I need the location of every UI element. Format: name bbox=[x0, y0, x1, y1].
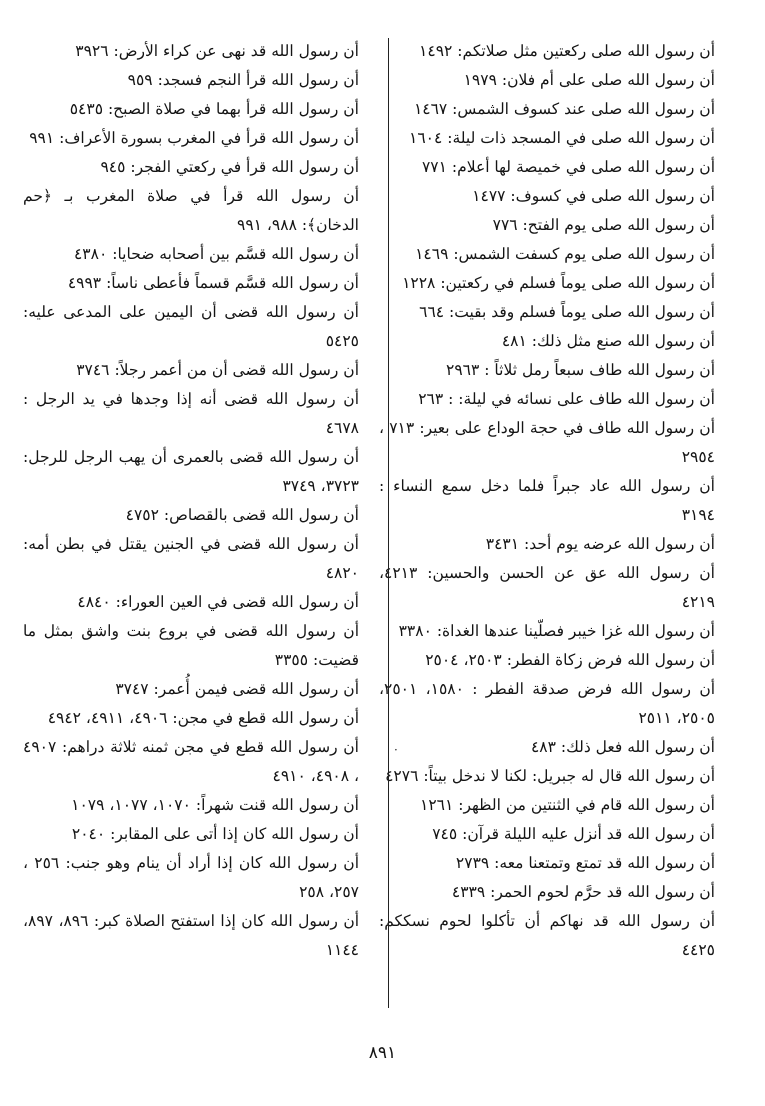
right-column bbox=[379, 37, 715, 965]
index-entry: أن رسول الله قرأ في ركعتي الفجر: ٩٤٥ bbox=[100, 158, 359, 176]
index-entry: أن رسول الله قضى في الجنين يقتل في بطن أمه: ٤٨٢٠ bbox=[23, 535, 359, 582]
index-entry: أن رسول الله عاد جبراً فلما دخل سمع النساء : ٣١٩٤ bbox=[379, 477, 715, 524]
index-entry: أن رسول الله كان إذا استفتح الصلاة كبر: ٨٩٦، ٨٩٧، ١١٤٤ bbox=[23, 912, 360, 959]
index-entry: أن رسول الله عق عن الحسن والحسين: ٤٢١٣، ٤٢١٩ bbox=[379, 564, 715, 611]
index-entry: أن رسول الله صلى يوماً فسلم في ركعتين: ١٢٢٨ bbox=[402, 274, 715, 292]
index-entry: أن رسول الله فرض زكاة الفطر: ٢٥٠٣، ٢٥٠٤ bbox=[425, 651, 715, 669]
index-entry: أن رسول الله قد حرَّم لحوم الحمر: ٤٣٣٩ bbox=[451, 883, 715, 901]
index-entry: أن رسول الله قضى أن اليمين على المدعى عليه: ٥٤٢٥ bbox=[23, 303, 359, 350]
index-entry: أن رسول الله قنت شهراً: ١٠٧٠، ١٠٧٧، ١٠٧٩ bbox=[71, 796, 359, 814]
index-entry: أن رسول الله قضى في العين العوراء: ٤٨٤٠ bbox=[77, 593, 359, 611]
index-entry: أن رسول الله قسَّم بين أصحابه ضحايا: ٤٣٨٠ bbox=[73, 245, 359, 263]
index-entry: أن رسول الله قرأ النجم فسجد: ٩٥٩ bbox=[127, 71, 359, 89]
index-entry: أن رسول الله صلى في خميصة لها أعلام: ٧٧١ bbox=[421, 158, 715, 176]
index-entry: أن رسول الله صلى عند كسوف الشمس: ١٤٦٧ bbox=[413, 100, 715, 118]
index-entry: أن رسول الله قام في الثنتين من الظهر: ١٢٦١ bbox=[420, 796, 715, 814]
index-entry: أن رسول الله قد نهاكم أن تأكلوا لحوم نسككم: ٤٤٢٥ bbox=[379, 912, 715, 959]
index-entry: أن رسول الله صلى ركعتين مثل صلاتكم: ١٤٩٢ bbox=[419, 42, 715, 60]
index-entry: أن رسول الله طاف سبعاً رمل ثلاثاً : ٢٩٦٣ bbox=[446, 361, 715, 379]
index-entry: أن رسول الله قضى أنه إذا وجدها في يد الرجل : ٤٦٧٨ bbox=[23, 390, 359, 437]
margin-dot: · bbox=[394, 743, 398, 757]
column-divider bbox=[388, 38, 389, 1008]
index-entry: أن رسول الله قضى في بروع بنت واشق بمثل ما قضيت: ٣٣٥٥ bbox=[23, 622, 359, 669]
index-entry: أن رسول الله صلى في المسجد ذات ليلة: ١٦٠٤ bbox=[409, 129, 715, 147]
index-entry: أن رسول الله قرأ بهما في صلاة الصبح: ٥٤٣٥ bbox=[69, 100, 359, 118]
index-entry: أن رسول الله قضى بالقصاص: ٤٧٥٢ bbox=[125, 506, 359, 524]
index-entry: أن رسول الله قد تمتع وتمتعنا معه: ٢٧٣٩ bbox=[455, 854, 715, 872]
index-entry: أن رسول الله طاف على نسائه في ليلة: : ٢٦٣ bbox=[418, 390, 715, 408]
index-entry: أن رسول الله قطع في مجن: ٤٩٠٦، ٤٩١١، ٤٩٤٢ bbox=[47, 709, 359, 727]
index-entry: أن رسول الله قد نهى عن كراء الأرض: ٣٩٢٦ bbox=[75, 42, 359, 60]
index-entry: أن رسول الله غزا خيبر فصلّينا عندها الغداة: ٣٣٨٠ bbox=[398, 622, 715, 640]
page-number: ٨٩١ bbox=[368, 1043, 397, 1063]
left-column bbox=[23, 37, 359, 965]
index-entry: أن رسول الله عرضه يوم أحد: ٣٤٣١ bbox=[485, 535, 715, 553]
index-entry: أن رسول الله صلى على أم فلان: ١٩٧٩ bbox=[463, 71, 715, 89]
index-entry: أن رسول الله قسَّم قسماً فأعطى ناساً: ٤٩٩٣ bbox=[67, 274, 359, 292]
index-entry: أن رسول الله كان إذا أتى على المقابر: ٢٠٤٠ bbox=[71, 825, 359, 843]
index-entry: أن رسول الله صنع مثل ذلك: ٤٨١ bbox=[501, 332, 715, 350]
index-entry: أن رسول الله صلى يوم كسفت الشمس: ١٤٦٩ bbox=[415, 245, 715, 263]
index-entry: أن رسول الله صلى يوماً فسلم وقد بقيت: ٦٦٤ bbox=[419, 303, 715, 321]
index-entry: أن رسول الله قضى فيمن أُعمر: ٣٧٤٧ bbox=[115, 680, 359, 698]
index-entry: أن رسول الله فعل ذلك: ٤٨٣ bbox=[530, 738, 715, 756]
index-entry: أن رسول الله صلى في كسوف: ١٤٧٧ bbox=[472, 187, 715, 205]
index-entry: أن رسول الله قضى أن من أعمر رجلاً: ٣٧٤٦ bbox=[76, 361, 359, 379]
index-entry: أن رسول الله قرأ في صلاة المغرب بـ ﴿حم الدخان﴾: ٩٨٨، ٩٩١ bbox=[23, 187, 359, 234]
index-entry: أن رسول الله قضى بالعمرى أن يهب الرجل للرجل: ٣٧٢٣، ٣٧٤٩ bbox=[23, 448, 359, 495]
index-entry: أن رسول الله قطع في مجن ثمنه ثلاثة دراهم: ٤٩٠٧ ، ٤٩٠٨، ٤٩١٠ bbox=[23, 738, 359, 785]
index-entry: أن رسول الله طاف في حجة الوداع على بعير: ٧١٣ ، ٢٩٥٤ bbox=[379, 419, 715, 466]
index-entry: أن رسول الله قرأ في المغرب بسورة الأعراف: ٩٩١ bbox=[29, 129, 359, 147]
index-entry: أن رسول الله قد أنزل عليه الليلة قرآن: ٧٤٥ bbox=[432, 825, 715, 843]
index-entry: أن رسول الله قال له جبريل: لكنا لا ندخل بيتاً: ٤٢٧٦ bbox=[385, 767, 715, 785]
index-entry: أن رسول الله فرض صدقة الفطر : ١٥٨٠، ٢٥٠١، ٢٥٠٥، ٢٥١١ bbox=[379, 680, 716, 727]
index-entry: أن رسول الله صلى يوم الفتح: ٧٧٦ bbox=[492, 216, 715, 234]
index-entry: أن رسول الله كان إذا أراد أن ينام وهو جنب: ٢٥٦ ، ٢٥٧، ٢٥٨ bbox=[23, 854, 359, 901]
